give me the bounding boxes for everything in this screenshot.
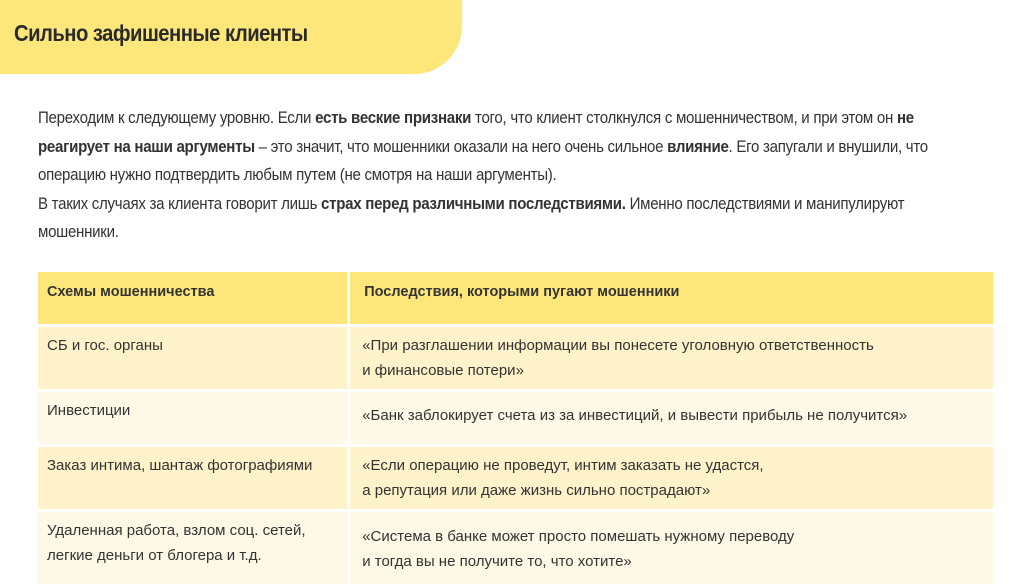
intro-paragraph-2: В таких случаях за клиента говорит лишь страх перед различными последствиями. Именно последствиями и манипулируют мошенники.: [38, 194, 905, 241]
scheme-cell: СБ и гос. органы: [38, 324, 350, 389]
emphasis: влияние: [667, 137, 729, 156]
consequence-cell: «При разглашении информации вы понесете уголовную ответственность и финансовые потери»: [350, 324, 993, 389]
table-header-row: [38, 272, 993, 324]
emphasis: есть веские признаки: [315, 109, 472, 127]
column-header-consequences: Последствия, которыми пугают мошенники: [350, 272, 993, 324]
intro-paragraph-1: Переходим к следующему уровню. Если есть веские признаки того, что клиент столкнулся с мошенничеством, и при этом он не реагирует на наши аргументы – это значит, что мошенники оказали на него очень сильное влияние. Его запугали и внушили, что операцию нужно подтвердить любым путем (не смотря на наши аргументы).: [38, 109, 928, 184]
table-row: [38, 509, 993, 584]
table-row: [38, 324, 993, 389]
slide-title: Сильно зафишенные клиенты: [14, 20, 308, 46]
column-header-schemes: Схемы мошенничества: [38, 272, 350, 324]
table-row: [38, 444, 993, 509]
emphasis: страх перед различными последствиями.: [321, 194, 626, 213]
emphasis: не реагирует на наши аргументы: [38, 109, 914, 156]
consequence-cell: «Банк заблокирует счета из за инвестиций, и вывести прибыль не получится»: [350, 389, 993, 444]
scheme-cell: Инвестиции: [38, 389, 350, 444]
scheme-cell: Заказ интима, шантаж фотографиями: [38, 444, 350, 509]
consequence-cell: «Система в банке может просто помешать нужному переводу и тогда вы не получите то, что хотите»: [350, 509, 993, 584]
table-row: [38, 389, 993, 444]
intro-text: [38, 104, 931, 247]
fraud-schemes-table: [38, 272, 993, 584]
scheme-cell: Удаленная работа, взлом соц. сетей, легкие деньги от блогера и т.д.: [38, 509, 350, 584]
title-banner: [0, 0, 462, 74]
consequence-cell: «Если операцию не проведут, интим заказать не удастся, а репутация или даже жизнь сильно пострадают»: [350, 444, 993, 509]
